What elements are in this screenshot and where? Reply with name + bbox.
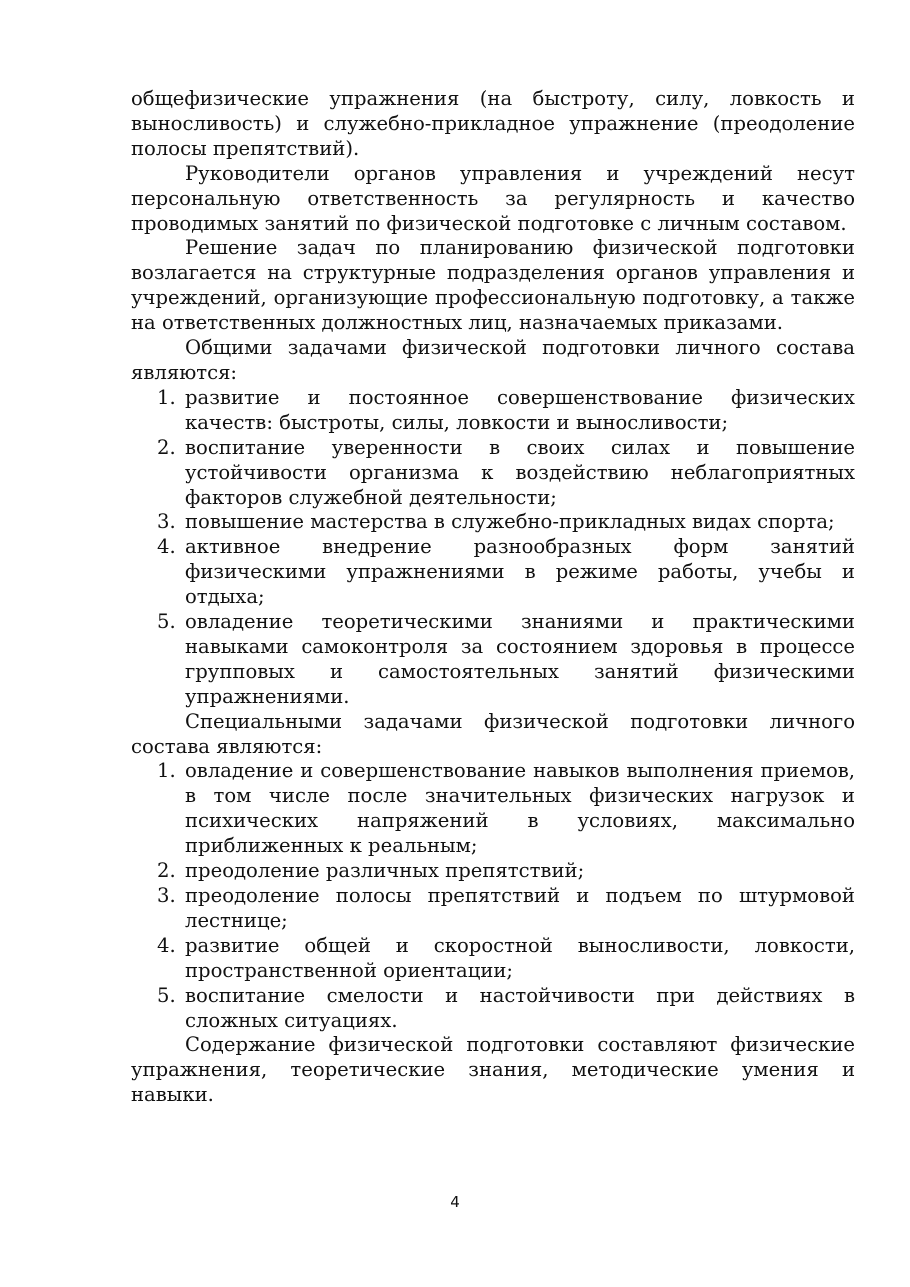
- document-page: [131, 87, 855, 1108]
- list-item-text: воспитание уверенности в своих силах и повышение устойчивости организма к воздействию неблагоприятных факторов служебной деятельности;: [185, 435, 855, 509]
- list-item-number: 2.: [157, 859, 176, 883]
- list-item-number: 4.: [157, 933, 176, 957]
- list-item: [131, 759, 855, 859]
- paragraph-continuation: общефизические упражнения (на быстроту, силу, ловкость и выносливость) и служебно-прикладное упражнение (преодоление полосы препятствий).: [131, 87, 855, 160]
- list-item-text: повышение мастерства в служебно-прикладных видах спорта;: [185, 510, 835, 534]
- list-item-text: развитие и постоянное совершенствование физических качеств: быстроты, силы, ловкости и выносливости;: [185, 385, 855, 434]
- page-number: 4: [450, 1193, 460, 1211]
- paragraph-general-tasks-intro: Общими задачами физической подготовки личного состава являются:: [131, 336, 855, 384]
- list-item: [131, 510, 855, 535]
- list-item-number: 1.: [157, 385, 176, 409]
- list-item-number: 2.: [157, 435, 176, 459]
- list-item: [131, 934, 855, 984]
- list-item-number: 1.: [157, 759, 176, 783]
- paragraph-planning: Решение задач по планированию физической подготовки возлагается на структурные подразделения органов управления и учреждений, организующие профессиональную подготовку, а также на ответственных должностных лиц, назначаемых приказами.: [131, 236, 855, 335]
- list-item-text: овладение и совершенствование навыков выполнения приемов, в том числе после значительных физических нагрузок и психических напряжений в условиях, максимально приближенных к реальным;: [185, 759, 855, 858]
- list-item-text: преодоление полосы препятствий и подъем по штурмовой лестнице;: [185, 884, 855, 932]
- list-item-number: 3.: [157, 510, 176, 534]
- list-item: [131, 535, 855, 610]
- special-tasks-list: [131, 759, 855, 1033]
- paragraph-special-tasks-intro: Специальными задачами физической подготовки личного состава являются:: [131, 709, 855, 758]
- list-item-number: 4.: [157, 535, 176, 559]
- list-item: [131, 386, 855, 436]
- paragraph-content: Содержание физической подготовки составляют физические упражнения, теоретические знания, методические умения и навыки.: [131, 1033, 855, 1107]
- list-item-text: развитие общей и скоростной выносливости, ловкости, пространственной ориентации;: [185, 933, 855, 982]
- list-item-text: воспитание смелости и настойчивости при действиях в сложных ситуациях.: [185, 983, 855, 1032]
- list-item: [131, 884, 855, 934]
- general-tasks-list: [131, 386, 855, 710]
- list-item-number: 5.: [157, 983, 176, 1007]
- list-item: [131, 436, 855, 511]
- list-item-text: преодоление различных препятствий;: [185, 859, 585, 883]
- list-item: [131, 859, 855, 884]
- list-item-number: 5.: [157, 610, 176, 634]
- list-item: [131, 610, 855, 710]
- list-item: [131, 984, 855, 1034]
- list-item-text: активное внедрение разнообразных форм занятий физическими упражнениями в режиме работы, учебы и отдыха;: [185, 535, 855, 609]
- list-item-number: 3.: [157, 884, 176, 907]
- list-item-text: овладение теоретическими знаниями и практическими навыками самоконтроля за состоянием здоровья в процессе групповых и самостоятельных занятий физическими упражнениями.: [185, 610, 855, 708]
- paragraph-responsibility: Руководители органов управления и учреждений несут персональную ответственность за регулярность и качество проводимых занятий по физической подготовке с личным составом.: [131, 161, 855, 235]
